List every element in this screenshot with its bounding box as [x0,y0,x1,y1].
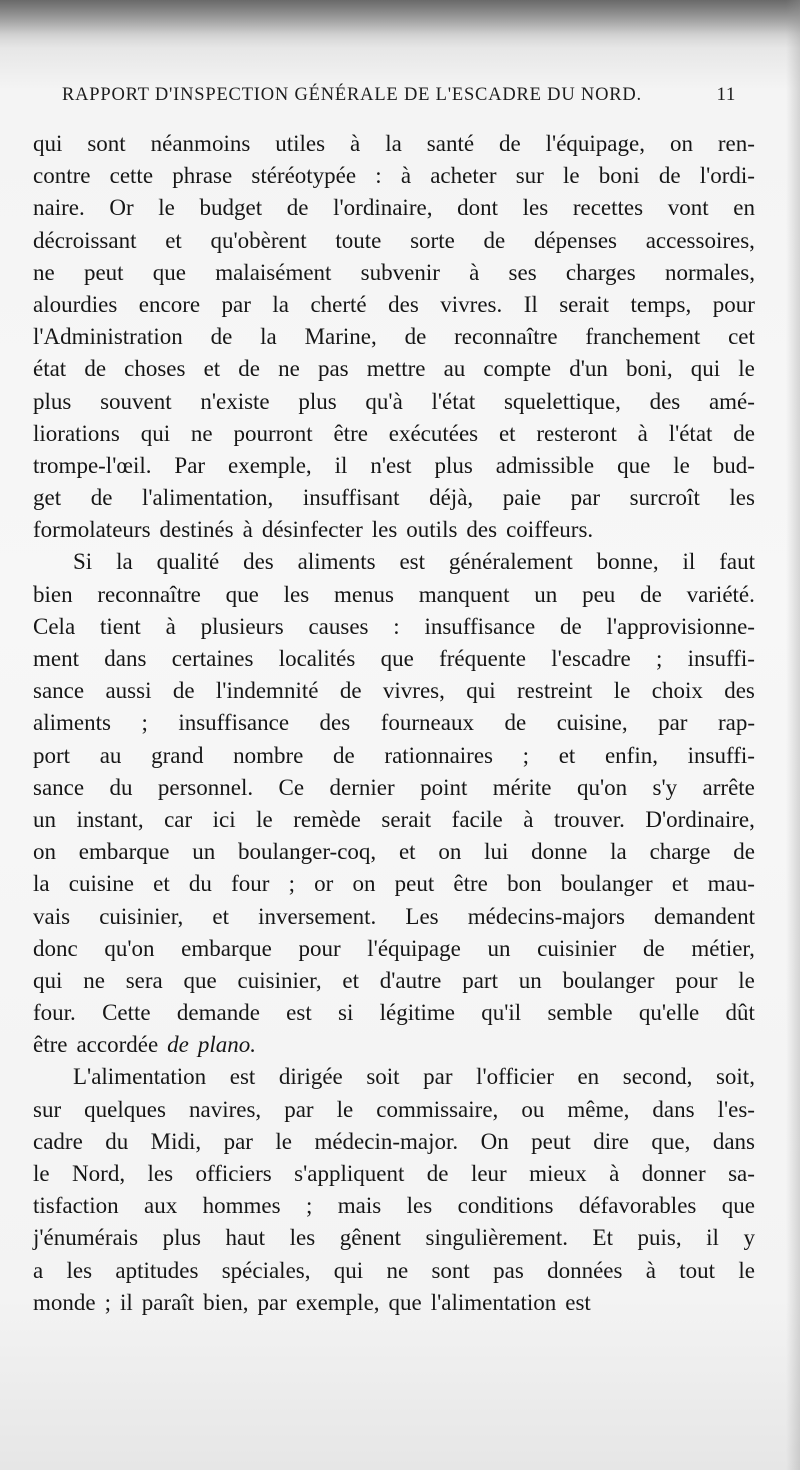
text-line: sance du personnel. Ce dernier point mérite qu'on s'y arrête [33,774,755,800]
text-line: ne peut que malaisément subvenir à ses charges normales, [33,259,755,285]
text-line: get de l'alimentation, insuffisant déjà, paie par surcroît les [33,485,755,511]
page-number: 11 [716,84,736,105]
text-line: tisfaction aux hommes ; mais les conditions défavorables que [33,1193,755,1219]
paragraph [33,1061,755,1319]
text-line: état de choses et de ne pas mettre au compte d'un boni, qui le [33,356,755,382]
text-line: ment dans certaines localités que fréquente l'escadre ; insuffi- [33,646,755,671]
text-line: naire. Or le budget de l'ordinaire, dont les recettes vont en [33,195,755,221]
text-line: sance aussi de l'indemnité de vivres, qui restreint le choix des [33,678,755,704]
text-line: monde ; il paraît bien, par exemple, que l'alimentation est [33,1289,591,1315]
text-line: port au grand nombre de rationnaires ; et enfin, insuffi- [33,742,755,768]
text-line: qui ne sera que cuisinier, et d'autre part un boulanger pour le [33,967,755,993]
text-line: donc qu'on embarque pour l'équipage un cuisinier de métier, [33,935,755,961]
text-line: sur quelques navires, par le commissaire, ou même, dans l'es- [33,1096,755,1122]
text-line: on embarque un boulanger-coq, et on lui donne la charge de [33,839,755,865]
text-line: formolateurs destinés à désinfecter les outils des coiffeurs. [33,517,594,543]
text-line: j'énumérais plus haut les gênent singulièrement. Et puis, il y [33,1225,755,1251]
text-line: le Nord, les officiers s'appliquent de leur mieux à donner sa- [33,1161,755,1186]
text-line: Si la qualité des aliments est généralement bonne, il faut [73,549,755,575]
text-line: Cela tient à plusieurs causes : insuffisance de l'approvisionne- [33,613,755,639]
text-line: être accordée de plano. [33,1032,257,1058]
text-line: trompe-l'œil. Par exemple, il n'est plus admissible que le bud- [33,452,755,478]
text-line: bien reconnaître que les menus manquent un peu de variété. [33,581,755,607]
text-line: aliments ; insuffisance des fourneaux de cuisine, par rap- [33,710,755,736]
text-line: alourdies encore par la cherté des vivres. Il serait temps, pour [33,291,755,317]
paragraph [33,546,755,1061]
text-line: qui sont néanmoins utiles à la santé de l'équipage, on ren- [33,131,755,156]
text-line: vais cuisinier, et inversement. Les médecins-majors demandent [33,903,755,929]
text-line: l'Administration de la Marine, de reconnaître franchement cet [33,324,755,350]
text-line: liorations qui ne pourront être exécutées et resteront à l'état de [33,420,755,446]
body-text [33,128,755,1319]
running-header-title: RAPPORT D'INSPECTION GÉNÉRALE DE L'ESCADRE DU NORD. [62,85,642,105]
text-line: décroissant et qu'obèrent toute sorte de dépenses accessoires, [33,227,755,253]
scan-shadow [0,0,800,48]
text-line: L'alimentation est dirigée soit par l'officier en second, soit, [73,1064,755,1090]
paragraph [33,128,755,546]
page-edge [786,0,800,1470]
running-header [62,84,742,106]
text-line: plus souvent n'existe plus qu'à l'état squelettique, des amé- [33,388,755,414]
text-line: la cuisine et du four ; or on peut être bon boulanger et mau- [33,871,755,897]
text-line: un instant, car ici le remède serait facile à trouver. D'ordinaire, [33,806,755,832]
text-line: contre cette phrase stéréotypée : à acheter sur le boni de l'ordi- [33,163,755,189]
text-line: four. Cette demande est si légitime qu'il semble qu'elle dût [33,1000,755,1026]
text-line: cadre du Midi, par le médecin-major. On peut dire que, dans [33,1128,755,1154]
text-line: a les aptitudes spéciales, qui ne sont pas données à tout le [33,1257,755,1283]
